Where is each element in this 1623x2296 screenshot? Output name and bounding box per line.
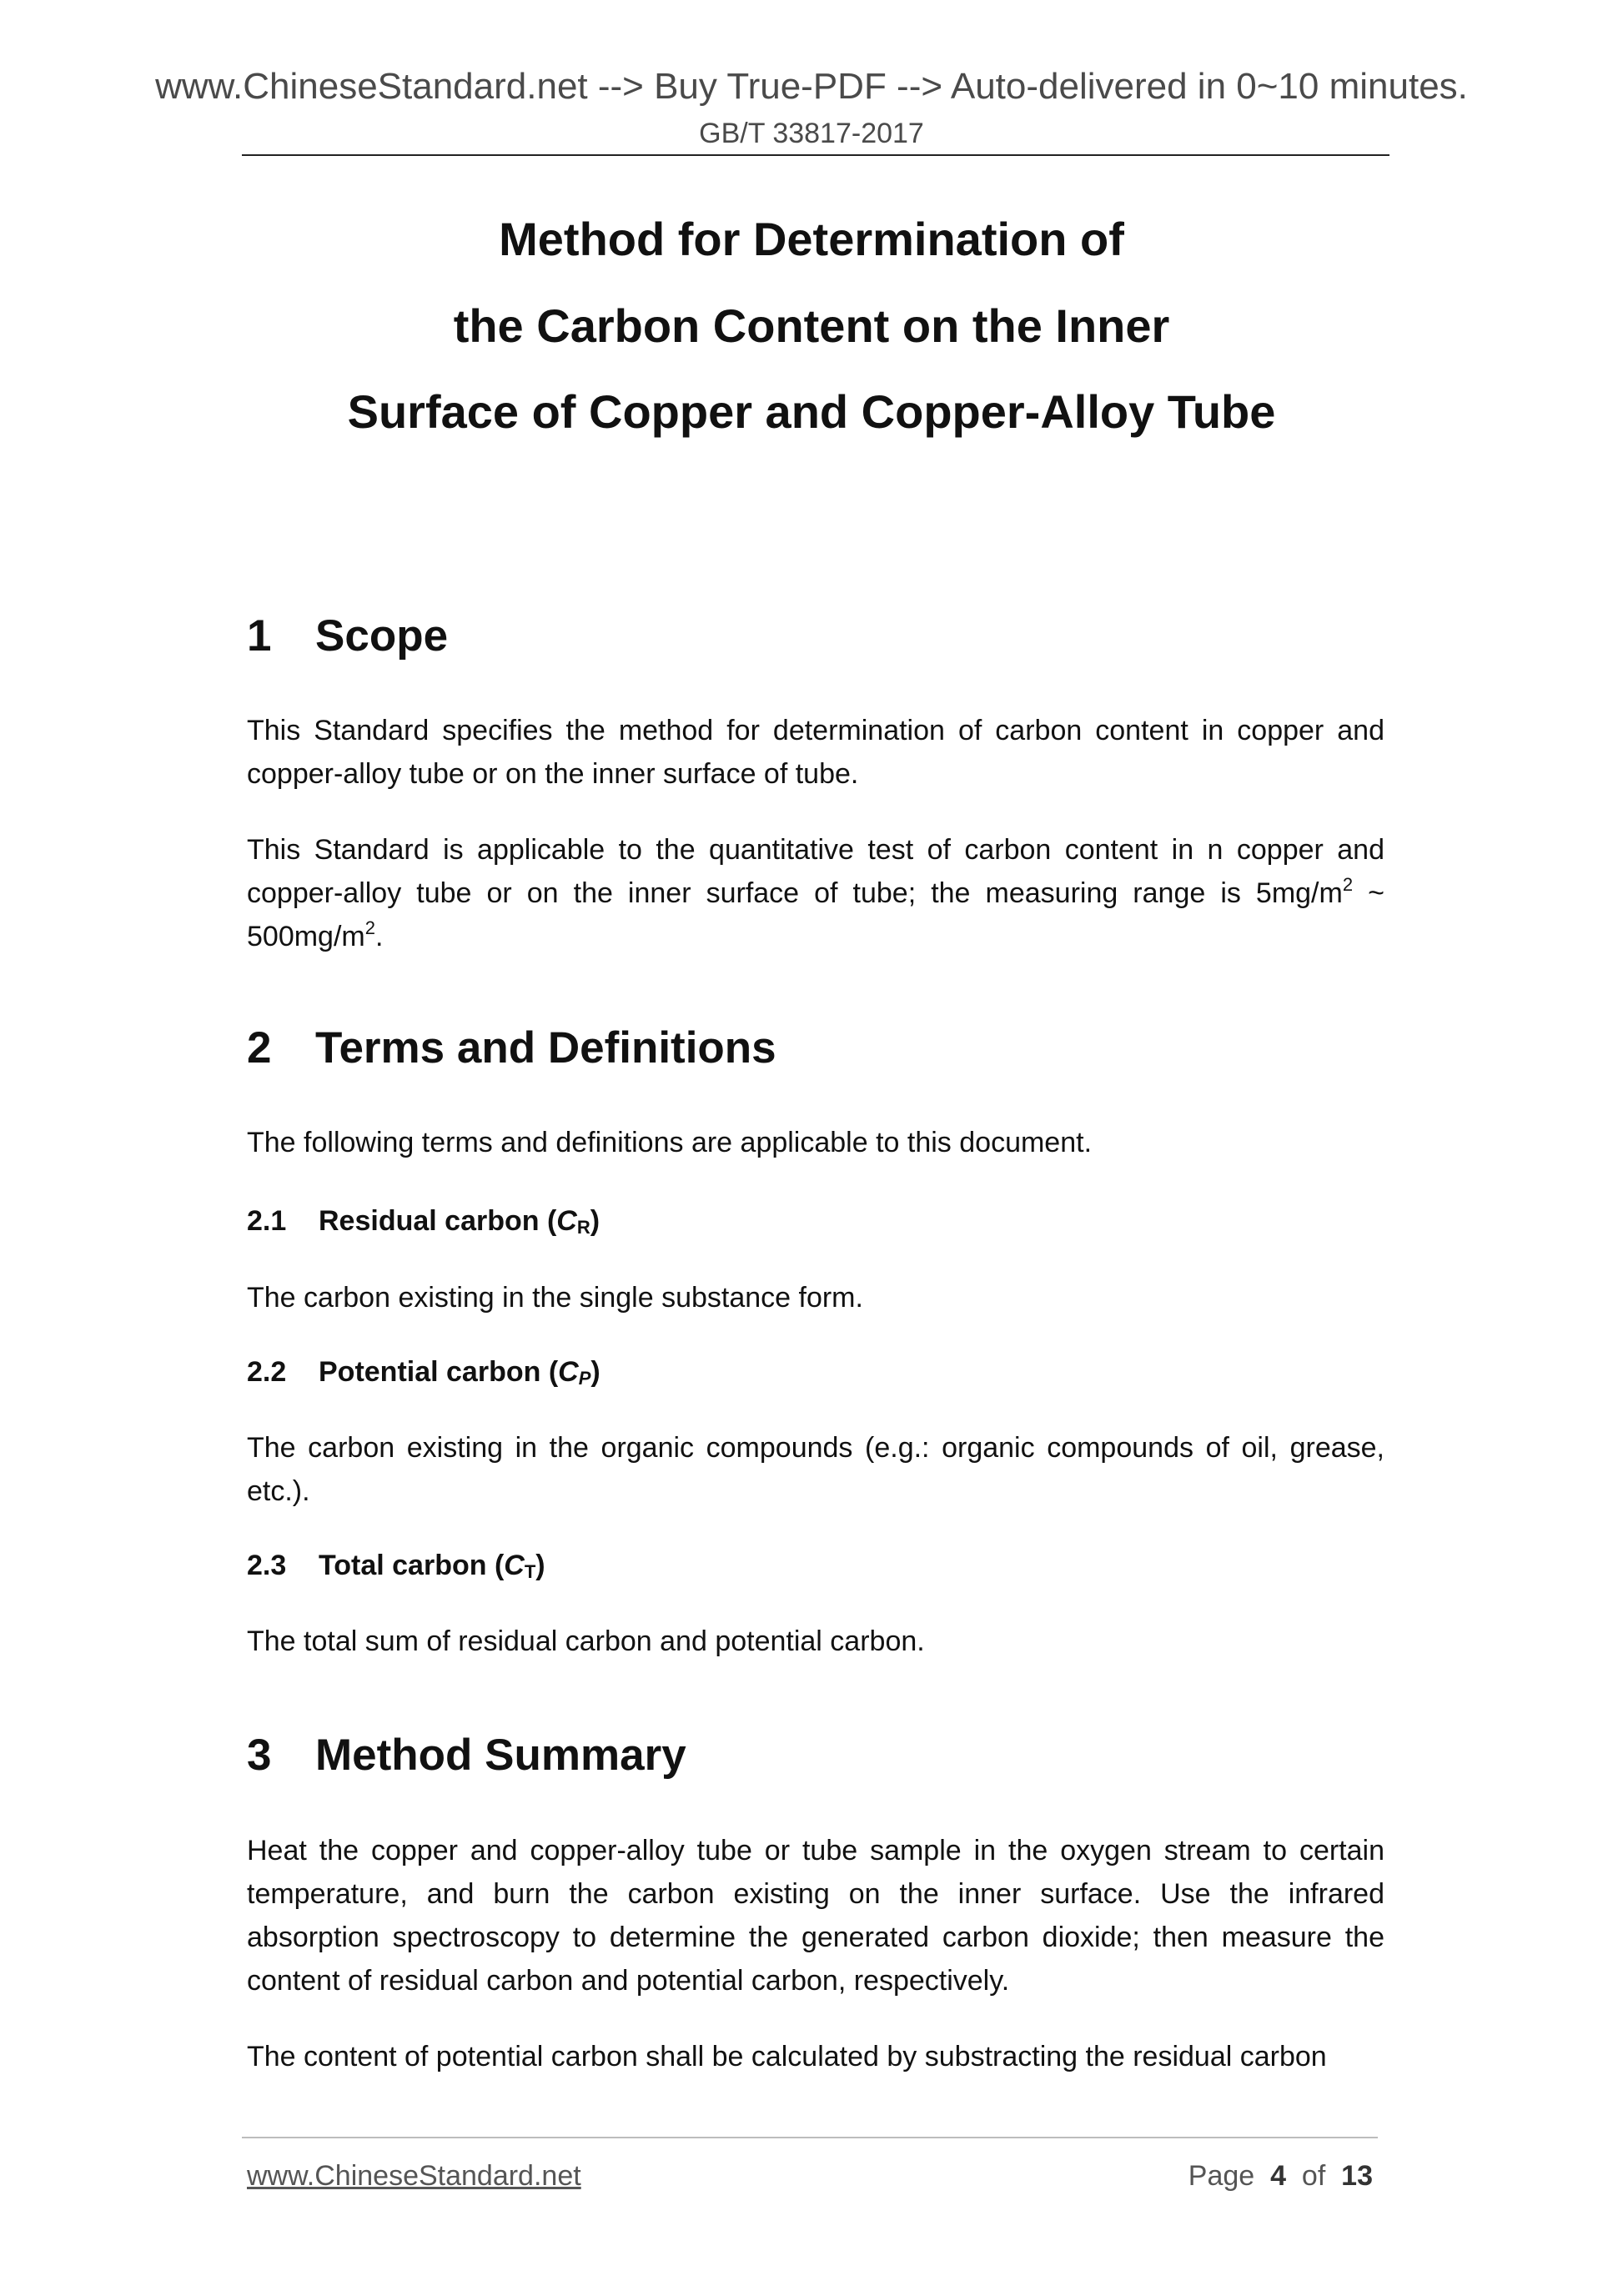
term-subscript: T xyxy=(524,1561,536,1582)
document-title-line-3: Surface of Copper and Copper-Alloy Tube xyxy=(347,385,1276,438)
section-number: 3 xyxy=(247,1731,272,1780)
page-label: Page xyxy=(1188,2160,1255,2192)
method-paragraph-2: The content of potential carbon shall be calculated by substracting the residual carbon xyxy=(247,2041,1327,2072)
section-title: Method Summary xyxy=(315,1731,686,1780)
term-label: Potential carbon ( xyxy=(319,1356,559,1388)
document-title-line-2: the Carbon Content on the Inner xyxy=(453,299,1170,352)
standard-code: GB/T 33817-2017 xyxy=(699,118,924,149)
term-subscript: P xyxy=(578,1368,591,1389)
term-symbol: C xyxy=(556,1205,577,1237)
scope-paragraph-2-line-1: This Standard is applicable to the quantitative test of carbon content in n copper and xyxy=(247,834,1384,866)
period: . xyxy=(374,921,384,952)
section-heading-method-summary xyxy=(247,1730,686,1781)
scope-paragraph-2-line-2 xyxy=(247,872,1384,915)
term-number: 2.2 xyxy=(247,1356,287,1388)
range-separator: ~ xyxy=(1353,877,1384,909)
term-number: 2.1 xyxy=(247,1205,287,1237)
page-current: 4 xyxy=(1270,2160,1286,2192)
section-heading-terms xyxy=(247,1022,776,1074)
term-label: Total carbon ( xyxy=(319,1550,505,1581)
scope-paragraph-2 xyxy=(247,828,1384,958)
term-definition-total-carbon: The total sum of residual carbon and potential carbon. xyxy=(247,1625,925,1657)
term-number: 2.3 xyxy=(247,1550,287,1581)
page-of: of xyxy=(1301,2160,1326,2192)
scope-paragraph-1: This Standard specifies the method for determination of carbon content in copper and copper-alloy tube or on the inner surface of tube. xyxy=(247,715,1384,790)
term-symbol: C xyxy=(558,1356,579,1388)
term-heading-residual-carbon xyxy=(247,1204,600,1238)
term-close: ) xyxy=(535,1550,545,1581)
section-number: 1 xyxy=(247,611,272,661)
method-paragraph-1: Heat the copper and copper-alloy tube or tube sample in the oxygen stream to certain temperature, and burn the carbon existing on the inner surface. Use the infrared absorption spectroscopy to determine the generated carbon dioxide; then measure the content of residual carbon and potential carbon, respectively. xyxy=(247,1835,1384,1997)
term-heading-total-carbon xyxy=(247,1549,545,1582)
page-indicator xyxy=(1188,2159,1373,2193)
range-upper: 500mg/m xyxy=(247,921,365,952)
document-title-line-1: Method for Determination of xyxy=(499,213,1124,265)
superscript: 2 xyxy=(364,917,375,938)
header-divider xyxy=(242,154,1389,156)
footer-divider xyxy=(242,2137,1378,2138)
term-heading-potential-carbon xyxy=(247,1355,600,1389)
term-symbol: C xyxy=(504,1550,525,1581)
term-label: Residual carbon ( xyxy=(319,1205,557,1237)
term-definition-residual-carbon: The carbon existing in the single substance form. xyxy=(247,1282,863,1314)
term-definition-potential-carbon: The carbon existing in the organic compounds (e.g.: organic compounds of oil, grease, etc.). xyxy=(247,1432,1384,1507)
section-title: Scope xyxy=(315,611,449,661)
scope-range-text: copper-alloy tube or on the inner surface of tube; the measuring range is 5mg/m xyxy=(247,877,1343,909)
scope-paragraph-2-line-3 xyxy=(247,915,1384,958)
superscript: 2 xyxy=(1342,874,1354,895)
footer-website-link[interactable]: www.ChineseStandard.net xyxy=(247,2160,581,2192)
term-subscript: R xyxy=(576,1217,590,1238)
header-banner[interactable]: www.ChineseStandard.net --> Buy True-PDF --> Auto-delivered in 0~10 minutes. xyxy=(155,66,1468,107)
section-heading-scope xyxy=(247,610,448,662)
section-number: 2 xyxy=(247,1023,272,1073)
term-close: ) xyxy=(590,1356,600,1388)
section-title: Terms and Definitions xyxy=(315,1023,776,1073)
term-close: ) xyxy=(590,1205,600,1237)
terms-intro: The following terms and definitions are applicable to this document. xyxy=(247,1127,1093,1158)
page-total: 13 xyxy=(1341,2160,1373,2192)
